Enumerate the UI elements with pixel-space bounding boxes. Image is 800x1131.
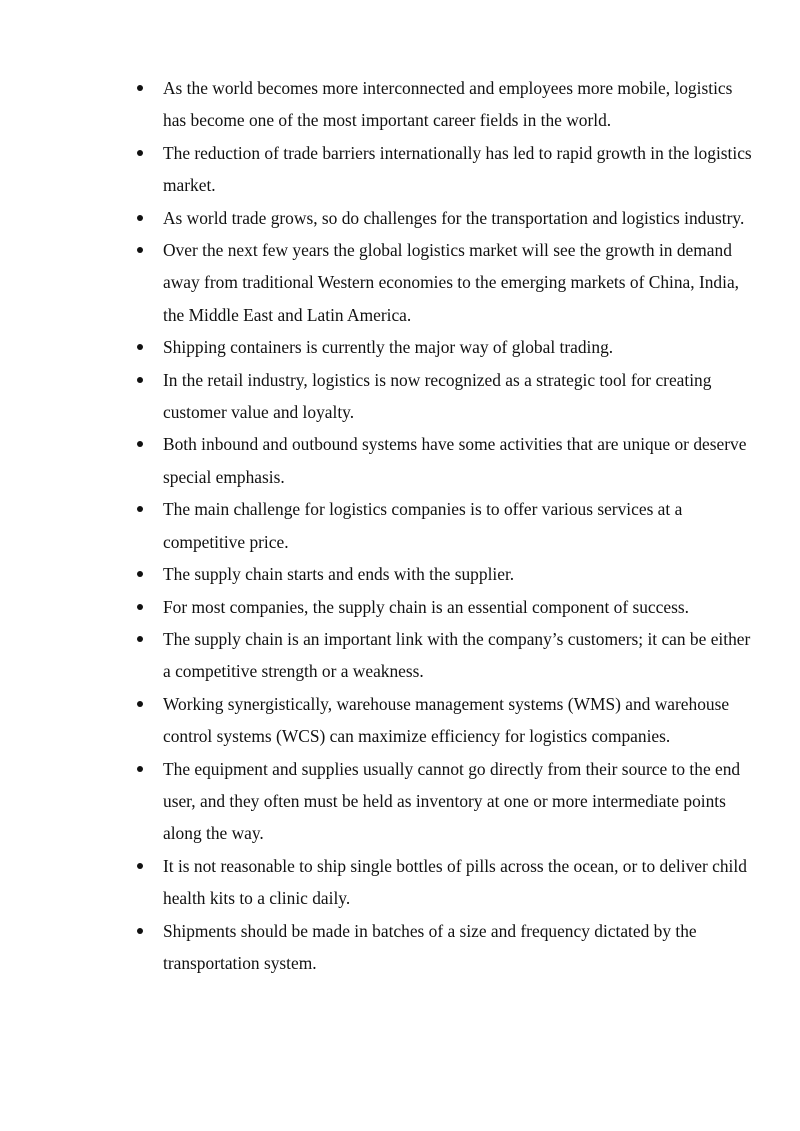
list-item (135, 591, 755, 623)
list-item-text: The supply chain is an important link with the company’s customers; it can be either a competitive strength or a weakness. (163, 628, 751, 682)
bullet-icon (137, 441, 143, 447)
bullet-icon (137, 863, 143, 869)
list-item-text: The reduction of trade barriers internationally has led to rapid growth in the logistics market. (163, 142, 752, 196)
list-item (135, 137, 755, 202)
bullet-list (135, 72, 755, 979)
list-item-text: The supply chain starts and ends with the supplier. (163, 564, 515, 585)
list-item-text: Working synergistically, warehouse management systems (WMS) and warehouse control systems (WCS) can maximize efficiency for logistics companies. (163, 693, 730, 747)
list-item (135, 558, 755, 590)
bullet-icon (137, 701, 143, 707)
list-item-text: For most companies, the supply chain is an essential component of success. (163, 596, 689, 617)
list-item-text: It is not reasonable to ship single bottles of pills across the ocean, or to deliver child health kits to a clinic daily. (163, 855, 747, 909)
bullet-icon (137, 247, 143, 253)
list-item-text: Over the next few years the global logistics market will see the growth in demand away from traditional Western economies to the emerging markets of China, India, the Middle East and Latin America. (163, 240, 740, 325)
bullet-icon (137, 928, 143, 934)
list-item-text: As world trade grows, so do challenges for the transportation and logistics industry. (163, 207, 745, 228)
list-item-text: Shipping containers is currently the major way of global trading. (163, 337, 614, 358)
list-item-text: In the retail industry, logistics is now recognized as a strategic tool for creating customer value and loyalty. (163, 369, 712, 423)
bullet-icon (137, 506, 143, 512)
bullet-icon (137, 636, 143, 642)
bullet-icon (137, 604, 143, 610)
bullet-icon (137, 215, 143, 221)
list-item (135, 623, 755, 688)
list-item-text: The main challenge for logistics companies is to offer various services at a competitive price. (163, 499, 683, 552)
bullet-icon (137, 571, 143, 577)
list-item (135, 72, 755, 137)
bullet-icon (137, 377, 143, 383)
list-item (135, 234, 755, 331)
list-item (135, 753, 755, 850)
bullet-icon (137, 150, 143, 156)
bullet-icon (137, 766, 143, 772)
list-item (135, 688, 755, 753)
list-item (135, 364, 755, 429)
list-item-text: Both inbound and outbound systems have some activities that are unique or deserve special emphasis. (163, 434, 747, 487)
list-item (135, 428, 755, 493)
list-item-text: As the world becomes more interconnected and employees more mobile, logistics has become one of the most important career fields in the world. (163, 78, 733, 131)
bullet-icon (137, 85, 143, 91)
list-item (135, 850, 755, 915)
list-item (135, 915, 755, 980)
list-item-text: Shipments should be made in batches of a size and frequency dictated by the transportation system. (163, 920, 697, 973)
list-item-text: The equipment and supplies usually cannot go directly from their source to the end user, and they often must be held as inventory at one or more intermediate points along the way. (163, 758, 741, 844)
list-item (135, 331, 755, 363)
list-item (135, 493, 755, 558)
list-item (135, 202, 755, 234)
bullet-icon (137, 344, 143, 350)
